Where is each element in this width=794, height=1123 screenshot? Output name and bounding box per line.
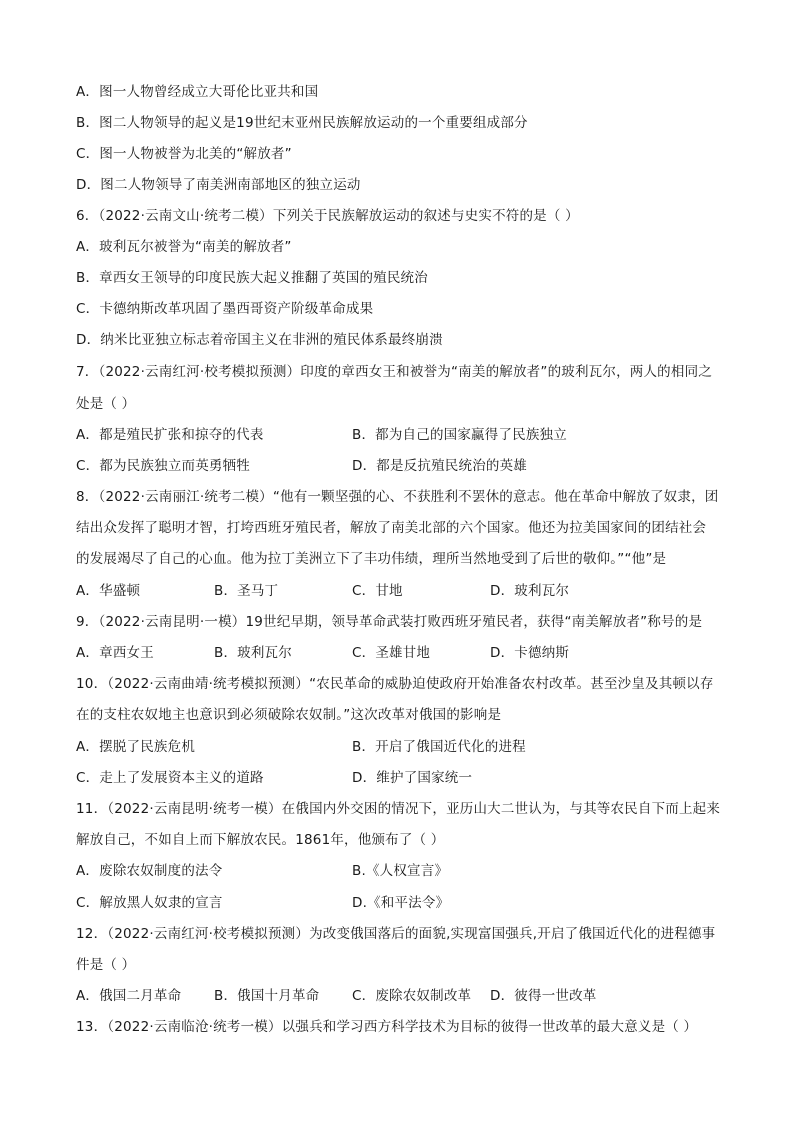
q6-option-c: C．卡德纳斯改革巩固了墨西哥资产阶级革命成果 bbox=[76, 301, 374, 317]
q10-option-b: B．开启了俄国近代化的进程 bbox=[352, 739, 526, 755]
q11-option-b: B.《人权宣言》 bbox=[352, 863, 449, 879]
q13-stem: 13．（2022·云南临沧·统考一模）以强兵和学习西方科学技术为目标的彼得一世改革的最大意义是（ ） bbox=[76, 1019, 698, 1035]
q9-option-a: A．章西女王 bbox=[76, 645, 154, 661]
q7-option-a: A．都是殖民扩张和掠夺的代表 bbox=[76, 427, 264, 443]
q7-stem-line1: 7．（2022·云南红河·校考模拟预测）印度的章西女王和被誉为“南美的解放者”的玻利瓦尔，两人的相同之 bbox=[76, 364, 712, 380]
q11-option-d: D.《和平法令》 bbox=[352, 895, 450, 911]
q12-stem-line1: 12．（2022·云南红河·校考模拟预测）为改变俄国落后的面貌,实现富国强兵,开启了俄国近代化的进程德事 bbox=[76, 926, 716, 942]
q9-option-c: C．圣雄甘地 bbox=[352, 645, 431, 661]
q6-option-b: B．章西女王领导的印度民族大起义推翻了英国的殖民统治 bbox=[76, 270, 428, 286]
q9-stem: 9．（2022·云南昆明·一模）19世纪早期，领导革命武装打败西班牙殖民者，获得“南美解放者”称号的是 bbox=[76, 614, 703, 630]
q5-option-b: B．图二人物领导的起义是19世纪末亚州民族解放运动的一个重要组成部分 bbox=[76, 115, 528, 131]
q8-stem-line2: 结出众发挥了聪明才智，打垮西班牙殖民者，解放了南美北部的六个国家。他还为拉美国家间的团结社会 bbox=[76, 520, 707, 536]
q12-option-c: C．废除农奴制改革 bbox=[352, 988, 472, 1004]
q5-option-c: C．图一人物被誉为北美的“解放者” bbox=[76, 146, 292, 162]
q12-stem-line2: 件是（ ） bbox=[76, 957, 136, 973]
q7-option-c: C．都为民族独立而英勇牺牲 bbox=[76, 458, 251, 474]
q11-stem-line2: 解放自己，不如自上而下解放农民。1861年，他颁布了（ ） bbox=[76, 832, 445, 848]
q7-option-d: D．都是反抗殖民统治的英雄 bbox=[352, 458, 527, 474]
q7-option-b: B．都为自己的国家赢得了民族独立 bbox=[352, 427, 567, 443]
q8-option-a: A．华盛顿 bbox=[76, 583, 141, 599]
q11-option-c: C．解放黑人奴隶的宣言 bbox=[76, 895, 223, 911]
q9-option-b: B．玻利瓦尔 bbox=[214, 645, 292, 661]
q12-option-a: A．俄国二月革命 bbox=[76, 988, 182, 1004]
q5-option-a: A．图一人物曾经成立大哥伦比亚共和国 bbox=[76, 84, 319, 100]
q12-option-b: B．俄国十月革命 bbox=[214, 988, 320, 1004]
q6-stem: 6．（2022·云南文山·统考二模）下列关于民族解放运动的叙述与史实不符的是（ ） bbox=[76, 208, 579, 224]
q10-stem-line1: 10．（2022·云南曲靖·统考模拟预测）“农民革命的威胁迫使政府开始准备农村改革。甚至沙皇及其顿以存 bbox=[76, 676, 714, 692]
q8-option-d: D．玻利瓦尔 bbox=[490, 583, 570, 599]
q10-option-d: D．维护了国家统一 bbox=[352, 770, 473, 786]
q6-option-a: A．玻利瓦尔被誉为“南美的解放者” bbox=[76, 239, 292, 255]
q8-option-b: B．圣马丁 bbox=[214, 583, 279, 599]
q10-option-a: A．摆脱了民族危机 bbox=[76, 739, 196, 755]
q5-option-d: D．图二人物领导了南美洲南部地区的独立运动 bbox=[76, 177, 361, 193]
q8-stem-line3: 的发展竭尽了自己的心血。他为拉丁美洲立下了丰功伟绩，理所当然地受到了后世的敬仰。”“他”是 bbox=[76, 551, 667, 567]
q8-stem-line1: 8．（2022·云南丽江·统考二模）“他有一颗坚强的心、不获胜利不罢休的意志。他在革命中解放了奴隶，团 bbox=[76, 489, 719, 505]
q11-option-a: A．废除农奴制度的法令 bbox=[76, 863, 223, 879]
q9-option-d: D．卡德纳斯 bbox=[490, 645, 570, 661]
q11-stem-line1: 11．（2022·云南昆明·统考一模）在俄国内外交困的情况下，亚历山大二世认为，与其等农民自下而上起来 bbox=[76, 801, 721, 817]
q10-stem-line2: 在的支柱农奴地主也意识到必须破除农奴制。”这次改革对俄国的影响是 bbox=[76, 707, 502, 723]
q8-option-c: C．甘地 bbox=[352, 583, 403, 599]
q6-option-d: D．纳米比亚独立标志着帝国主义在非洲的殖民体系最终崩溃 bbox=[76, 332, 443, 348]
q10-option-c: C．走上了发展资本主义的道路 bbox=[76, 770, 264, 786]
q7-stem-line2: 处是（ ） bbox=[76, 396, 136, 412]
q12-option-d: D．彼得一世改革 bbox=[490, 988, 597, 1004]
